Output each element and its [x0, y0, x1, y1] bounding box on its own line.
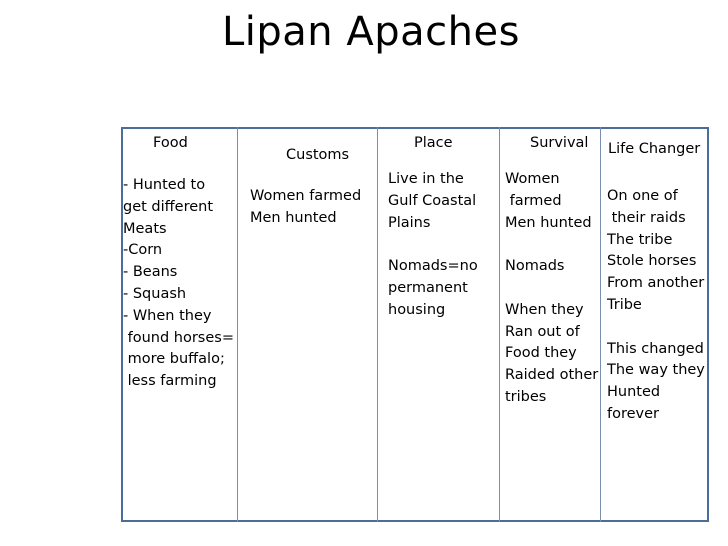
cell-line	[505, 234, 598, 256]
column-divider	[499, 127, 500, 522]
cell-line: Nomads=no	[388, 258, 478, 275]
cell-line: Meats	[123, 220, 167, 237]
cell-line: their raids	[607, 209, 686, 226]
cell-line: This changed	[607, 340, 704, 357]
cell-line: Nomads	[505, 258, 565, 275]
food-cell	[123, 175, 234, 393]
cell-line: Stole horses	[607, 253, 697, 270]
cell-line	[607, 317, 705, 339]
life-changer-cell	[607, 186, 705, 426]
cell-line: farmed	[505, 192, 562, 209]
cell-line: Men hunted	[250, 209, 337, 226]
cell-line: Tribe	[607, 296, 642, 313]
cell-line: found horses=	[123, 329, 234, 346]
cell-line: - Beans	[123, 264, 178, 281]
place-cell	[388, 169, 478, 322]
cell-line: get different	[123, 198, 214, 215]
survival-cell	[505, 169, 598, 409]
cell-line: - Hunted to	[123, 177, 206, 193]
cell-line: housing	[388, 301, 446, 318]
cell-line: - Squash	[123, 285, 187, 302]
cell-line: Women farmed	[250, 188, 362, 204]
cell-line: Food they	[505, 345, 577, 362]
cell-line: Men hunted	[505, 214, 592, 231]
customs-cell	[250, 186, 361, 230]
cell-line: Gulf Coastal	[388, 192, 477, 209]
header-customs: Customs	[286, 147, 350, 163]
cell-line: The way they	[607, 362, 705, 379]
cell-line: Hunted	[607, 384, 661, 401]
cell-line: Plains	[388, 214, 431, 231]
cell-line: Women	[505, 171, 560, 187]
header-food: Food	[153, 135, 188, 151]
cell-line: On one of	[607, 188, 678, 204]
cell-line: less farming	[123, 373, 217, 390]
cell-line: -Corn	[123, 242, 163, 259]
cell-line: Raided other	[505, 367, 599, 384]
cell-line: - When they	[123, 307, 212, 324]
cell-line: Ran out of	[505, 323, 580, 340]
cell-line: When they	[505, 301, 584, 318]
page-title: Lipan Apaches	[222, 9, 520, 55]
header-survival: Survival	[530, 135, 589, 151]
cell-line: From another	[607, 275, 705, 292]
cell-line: more buffalo;	[123, 351, 225, 368]
cell-line	[388, 234, 478, 256]
header-life-changer: Life Changer	[608, 141, 701, 157]
column-divider	[377, 127, 378, 522]
cell-line: tribes	[505, 388, 547, 405]
cell-line	[505, 278, 598, 300]
header-place: Place	[414, 135, 453, 151]
cell-line: permanent	[388, 279, 468, 296]
cell-line: The tribe	[607, 231, 673, 248]
column-divider	[600, 127, 601, 522]
column-divider	[237, 127, 238, 522]
cell-line: forever	[607, 405, 660, 422]
cell-line: Live in the	[388, 171, 464, 187]
